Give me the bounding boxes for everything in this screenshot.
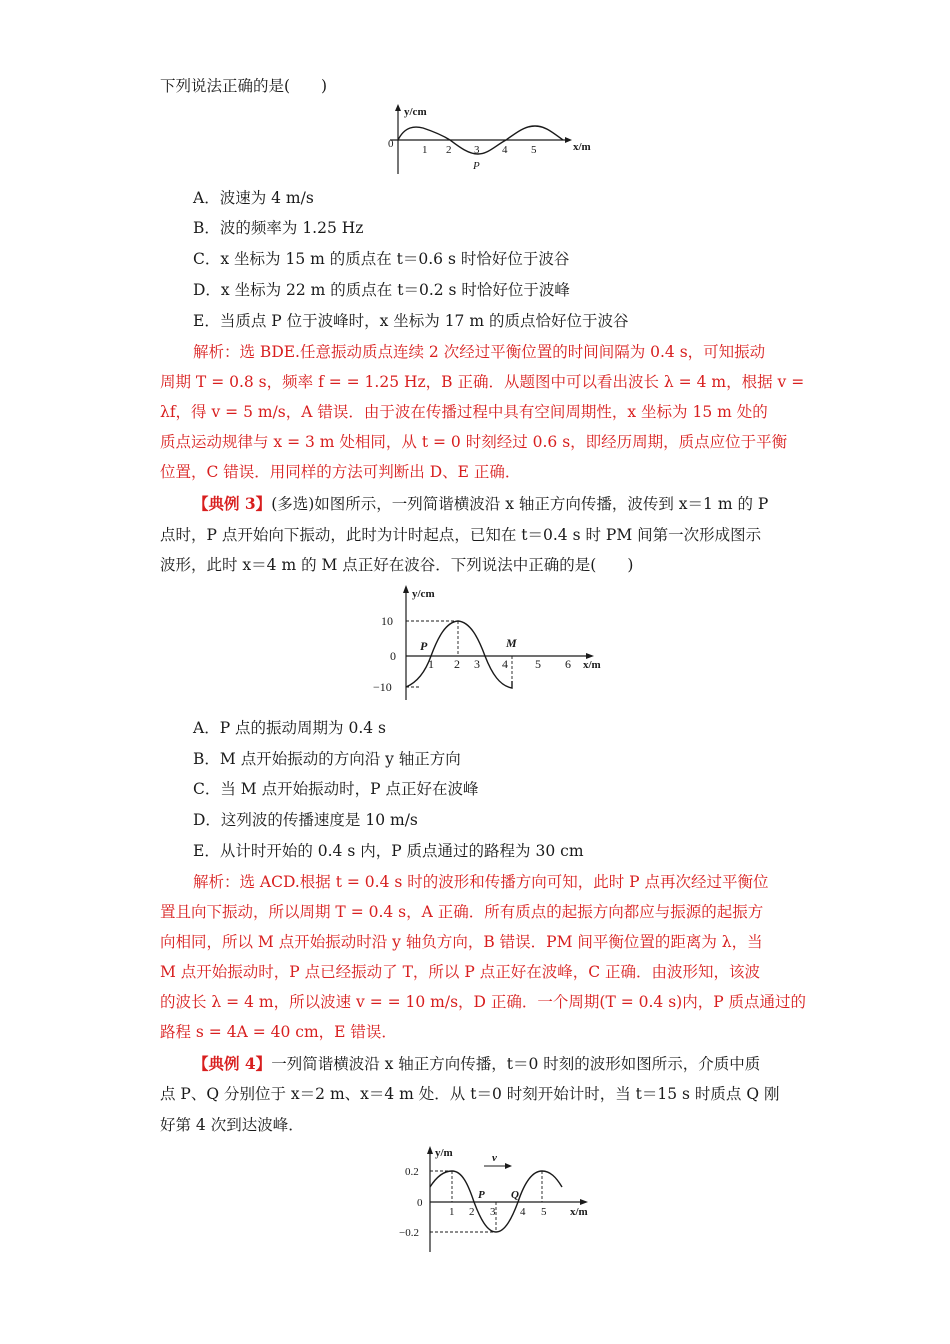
analysis-line: 质点运动规律与 x = 3 m 处相同，从 t = 0 时刻经过 0.6 s，即经历周期，质点应位于平衡 bbox=[160, 433, 788, 451]
analysis-line: M 点开始振动时，P 点已经振动了 T，所以 P 点正好在波峰，C 正确．由波形知，该波 bbox=[160, 963, 760, 981]
example-3-stem: 【典例 3】(多选)如图所示，一列简谐横波沿 x 轴正方向传播，波传到 x＝1 m 的 P bbox=[193, 494, 769, 513]
x-tick-4: 4 bbox=[502, 657, 508, 671]
y-tick-10: 10 bbox=[381, 614, 393, 628]
wave-figure-2 bbox=[368, 582, 618, 702]
analysis-line: 解析：选 ACD.根据 t = 0.4 s 时的波形和传播方向可知，此时 P 点再次经过平衡位 bbox=[193, 873, 769, 891]
x-tick-2: 2 bbox=[446, 144, 452, 156]
point-p-label: P bbox=[478, 1189, 485, 1201]
option-d: D．这列波的传播速度是 10 m/s bbox=[193, 811, 418, 829]
example-4-stem-line: 好第 4 次到达波峰． bbox=[160, 1116, 304, 1134]
y-tick-02: 0.2 bbox=[405, 1166, 419, 1178]
analysis-line: 置且向下振动，所以周期 T = 0.4 s，A 正确．所有质点的起振方向都应与振源的起振方 bbox=[160, 903, 764, 921]
example-4-stem: 【典例 4】一列简谐横波沿 x 轴正方向传播，t＝0 时刻的波形如图所示，介质中质 bbox=[193, 1054, 761, 1073]
example-4-tag: 【典例 4】 bbox=[193, 1054, 272, 1073]
x-tick-3: 3 bbox=[474, 657, 480, 671]
x-tick-3: 3 bbox=[474, 144, 480, 156]
velocity-label: v bbox=[492, 1152, 497, 1164]
analysis-line: λf，得 v = 5 m/s，A 错误．由于波在传播过程中具有空间周期性，x 坐标为 15 m 处的 bbox=[160, 403, 768, 421]
x-tick-5: 5 bbox=[531, 144, 537, 156]
y-tick-neg10: −10 bbox=[373, 680, 392, 694]
origin-label: 0 bbox=[417, 1197, 423, 1209]
x-tick-6: 6 bbox=[565, 657, 571, 671]
x-tick-1: 1 bbox=[449, 1206, 455, 1218]
origin-label: 0 bbox=[388, 138, 394, 150]
analysis-line: 周期 T = 0.8 s，频率 f = = 1.25 Hz，B 正确．从题图中可以看出波长 λ = 4 m，根据 v = bbox=[160, 373, 805, 391]
wave-curve bbox=[406, 621, 512, 688]
x-axis-label: x/m bbox=[573, 141, 591, 153]
question-stem: 下列说法正确的是( ) bbox=[160, 77, 328, 95]
x-tick-2: 2 bbox=[454, 657, 460, 671]
origin-label: 0 bbox=[390, 649, 396, 663]
wave-figure-3 bbox=[392, 1142, 602, 1260]
option-c: C．当 M 点开始振动时，P 点正好在波峰 bbox=[193, 780, 479, 798]
analysis-line: 向相同，所以 M 点开始振动时沿 y 轴负方向，B 错误．PM 间平衡位置的距离为 λ，当 bbox=[160, 933, 763, 951]
option-a: A．P 点的振动周期为 0.4 s bbox=[193, 719, 387, 737]
example-3-tag: 【典例 3】 bbox=[193, 494, 272, 513]
x-tick-5: 5 bbox=[541, 1206, 547, 1218]
y-axis-label: y/m bbox=[435, 1147, 453, 1159]
option-b: B．波的频率为 1.25 Hz bbox=[193, 219, 364, 237]
option-b: B．M 点开始振动的方向沿 y 轴正方向 bbox=[193, 750, 461, 768]
analysis-line: 路程 s = 4A = 40 cm，E 错误． bbox=[160, 1023, 397, 1041]
x-tick-3: 3 bbox=[490, 1206, 496, 1218]
example-3-stem-line: 点时，P 点开始向下振动，此时为计时起点，已知在 t＝0.4 s 时 PM 间第一次形成图示 bbox=[160, 526, 762, 544]
option-e: E．从计时开始的 0.4 s 内，P 质点通过的路程为 30 cm bbox=[193, 842, 584, 860]
analysis-line: 位置，C 错误．用同样的方法可判断出 D、E 正确． bbox=[160, 463, 521, 481]
x-tick-2: 2 bbox=[469, 1206, 475, 1218]
x-axis-label: x/m bbox=[583, 659, 601, 671]
option-d: D．x 坐标为 22 m 的质点在 t＝0.2 s 时恰好位于波峰 bbox=[193, 281, 570, 299]
example-4-stem-line: 点 P、Q 分别位于 x＝2 m、x＝4 m 处．从 t＝0 时刻开始计时，当 t＝15 s 时质点 Q 刚 bbox=[160, 1085, 780, 1103]
x-tick-1: 1 bbox=[422, 144, 428, 156]
x-tick-4: 4 bbox=[502, 144, 508, 156]
analysis-line: 的波长 λ = 4 m，所以波速 v = = 10 m/s，D 正确．一个周期(T = 0.4 s)内，P 质点通过的 bbox=[160, 993, 807, 1011]
y-axis-label: y/cm bbox=[404, 106, 427, 118]
x-tick-5: 5 bbox=[535, 657, 541, 671]
x-tick-1: 1 bbox=[428, 657, 434, 671]
y-tick-neg02: −0.2 bbox=[399, 1227, 419, 1239]
point-p-label: P bbox=[420, 639, 428, 653]
y-axis-label: y/cm bbox=[412, 588, 435, 600]
example-3-stem-line: 波形，此时 x＝4 m 的 M 点正好在波谷．下列说法中正确的是( ) bbox=[160, 556, 634, 574]
analysis-line: 解析：选 BDE.任意振动质点连续 2 次经过平衡位置的时间间隔为 0.4 s，可知振动 bbox=[193, 343, 766, 361]
option-a: A．波速为 4 m/s bbox=[193, 189, 314, 207]
option-e: E．当质点 P 位于波峰时，x 坐标为 17 m 的质点恰好位于波谷 bbox=[193, 312, 629, 330]
x-tick-4: 4 bbox=[520, 1206, 526, 1218]
point-m-label: M bbox=[506, 636, 517, 650]
option-c: C．x 坐标为 15 m 的质点在 t＝0.6 s 时恰好位于波谷 bbox=[193, 250, 570, 268]
x-axis-label: x/m bbox=[570, 1206, 588, 1218]
point-q-label: Q bbox=[511, 1189, 519, 1201]
point-p-label: P bbox=[473, 160, 480, 172]
wave-figure-1 bbox=[380, 102, 600, 177]
